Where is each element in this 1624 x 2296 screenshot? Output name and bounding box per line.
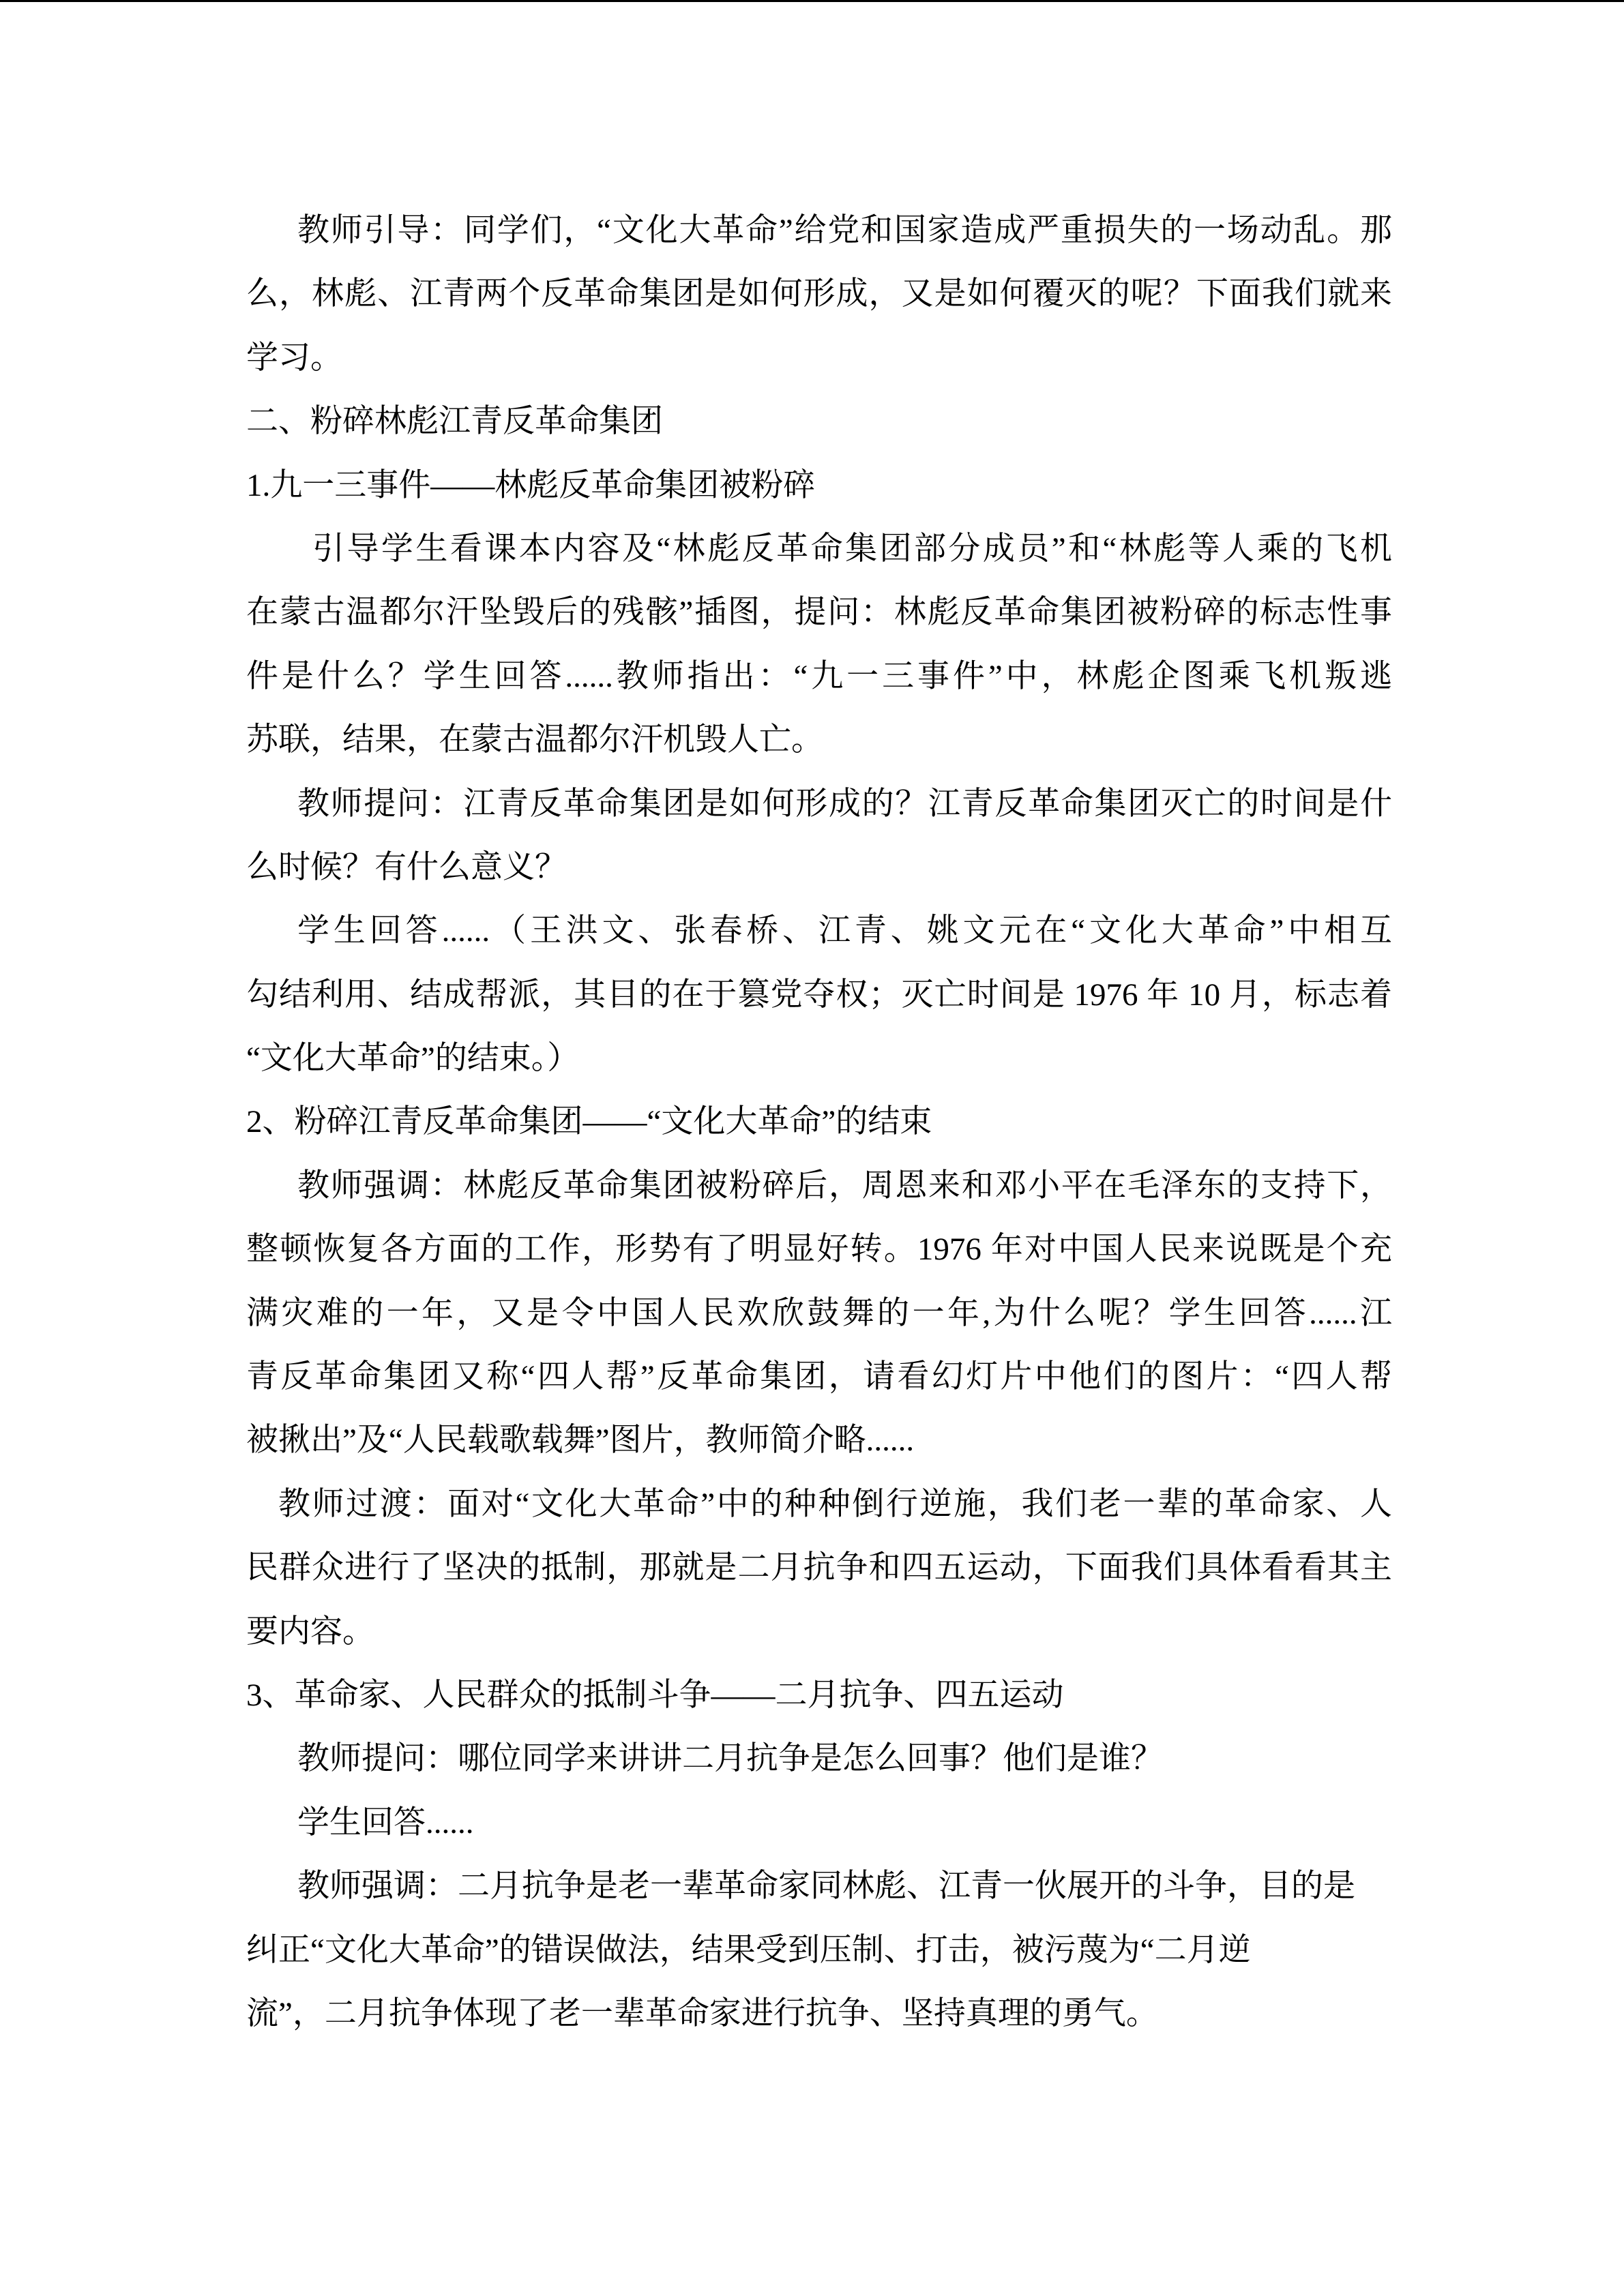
text-line: 件是什么？学生回答......教师指出：“九一三事件”中，林彪企图乘飞机叛逃 [246,658,1392,694]
paragraph [246,1855,1392,2046]
paragraph [246,1727,1392,1791]
text-line: 教师提问：江青反革命集团是如何形成的？江青反革命集团灭亡的时间是什 [297,786,1392,822]
text-line: 在蒙古温都尔汗坠毁后的残骸”插图，提问：林彪反革命集团被粉碎的标志性事 [246,595,1392,631]
text-line: 教师提问：哪位同学来讲讲二月抗争是怎么回事？他们是谁？ [297,1741,1163,1777]
text-line: “文化大革命”的结束。） [246,1041,580,1077]
text-line: 么，林彪、江青两个反革命集团是如何形成，又是如何覆灭的呢？下面我们就来 [246,276,1392,312]
text-line: 青反革命集团又称“四人帮”反革命集团，请看幻灯片中他们的图片：“四人帮 [246,1359,1392,1395]
paragraph [246,899,1392,1090]
subsection-heading: 1.九一三事件——林彪反革命集团被粉碎 [246,467,816,503]
text-line: 民群众进行了坚决的抵制，那就是二月抗争和四五运动，下面我们具体看看其主 [246,1550,1392,1586]
paragraph [246,1154,1392,1473]
paragraph [246,518,1392,773]
paragraph [246,199,1392,390]
text-line: 学习。 [246,340,342,376]
paragraph [246,1473,1392,1664]
text-line: 教师强调：林彪反革命集团被粉碎后，周恩来和邓小平在毛泽东的支持下， [297,1167,1392,1204]
text-line: 纠正“文化大革命”的错误做法，结果受到压制、打击，被污蔑为“二月逆 [246,1932,1251,1968]
text-line: 满灾难的一年，又是令中国人民欢欣鼓舞的一年,为什么呢？学生回答......江 [246,1295,1392,1331]
text-line: 教师引导：同学们，“文化大革命”给党和国家造成严重损失的一场动乱。那 [297,213,1392,248]
text-line: 学生回答...... [297,1804,474,1840]
subsection-heading: 3、革命家、人民群众的抵制斗争——二月抗争、四五运动 [246,1677,1064,1713]
subsection-heading: 2、粉碎江青反革命集团——“文化大革命”的结束 [246,1104,932,1140]
text-line: 教师强调：二月抗争是老一辈革命家同林彪、江青一伙展开的斗争，目的是 [297,1868,1355,1905]
text-line: 教师过渡：面对“文化大革命”中的种种倒行逆施，我们老一辈的革命家、人 [278,1486,1392,1522]
document-body [246,199,1392,2046]
text-line: 么时候？有什么意义？ [246,849,567,885]
text-line: 学生回答......（王洪文、张春桥、江青、姚文元在“文化大革命”中相互 [297,913,1392,949]
text-line: 勾结利用、结成帮派，其目的在于篡党夺权；灭亡时间是 1976 年 10 月，标志着 [246,976,1392,1013]
text-line: 要内容。 [246,1613,374,1650]
top-border-rule [0,0,1624,2]
text-line: 流”，二月抗争体现了老一辈革命家进行抗争、坚持真理的勇气。 [246,1995,1158,2031]
section-heading: 二、粉碎林彪江青反革命集团 [246,404,663,440]
paragraph [246,1791,1392,1855]
text-line: 整顿恢复各方面的工作，形势有了明显好转。1976 年对中国人民来说既是个充 [246,1232,1392,1268]
paragraph [246,773,1392,900]
text-line: 苏联，结果，在蒙古温都尔汗机毁人亡。 [246,722,823,758]
text-line: 引导学生看课本内容及“林彪反革命集团部分成员”和“林彪等人乘的飞机 [312,531,1392,567]
text-line: 被揪出”及“人民载歌载舞”图片，教师简介略...... [246,1422,915,1459]
